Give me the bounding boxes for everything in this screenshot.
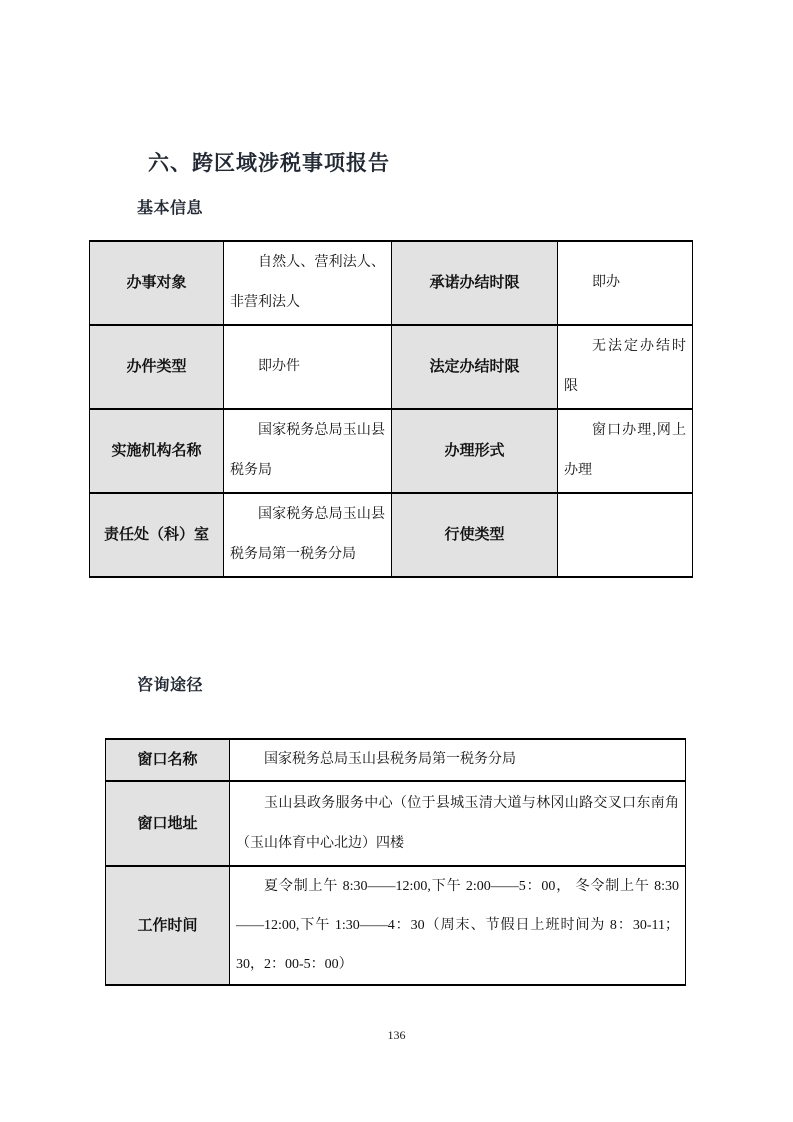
field-value-text: 即办 <box>592 275 620 290</box>
table-row <box>106 866 686 985</box>
field-label: 窗口名称 <box>106 739 230 781</box>
field-value <box>224 325 392 409</box>
field-value <box>558 325 693 409</box>
page-number: 136 <box>387 1028 406 1042</box>
field-label: 窗口地址 <box>106 781 230 866</box>
field-value-text: 国家税务总局玉山县税务局 <box>230 423 385 478</box>
field-label: 责任处（科）室 <box>90 493 224 577</box>
field-value-text: 国家税务总局玉山县税务局第一税务分局 <box>230 507 385 562</box>
consult-channels-table <box>105 738 686 986</box>
field-label: 承诺办结时限 <box>392 241 558 325</box>
field-value-text: 自然人、营利法人、非营利法人 <box>230 255 385 310</box>
table-row <box>90 241 693 325</box>
table-row <box>106 739 686 781</box>
field-value <box>230 866 686 985</box>
field-value-text: 无法定办结时限 <box>564 339 686 394</box>
field-label: 办件类型 <box>90 325 224 409</box>
field-value-text: 玉山县政务服务中心（位于县城玉清大道与林冈山路交叉口东南角（玉山体育中心北边）四楼 <box>236 795 679 851</box>
field-value <box>558 241 693 325</box>
field-value <box>224 241 392 325</box>
field-label: 办理形式 <box>392 409 558 493</box>
field-label: 办事对象 <box>90 241 224 325</box>
field-label: 行使类型 <box>392 493 558 577</box>
section-title: 六、跨区域涉税事项报告 <box>148 152 390 175</box>
table-row <box>90 493 693 577</box>
field-value <box>224 409 392 493</box>
table-row <box>106 781 686 866</box>
field-label: 工作时间 <box>106 866 230 985</box>
field-value-text: 夏令制上午 8:30——12:00,下午 2:00——5：00， 冬令制上午 8:30——12:00,下午 1:30——4：30（周末、节假日上班时间为 8：30-11；30，2：00-5：00） <box>236 879 679 972</box>
field-value <box>224 493 392 577</box>
field-value-text: 窗口办理,网上办理 <box>564 423 686 478</box>
table-row <box>90 325 693 409</box>
field-label: 法定办结时限 <box>392 325 558 409</box>
field-value <box>230 739 686 781</box>
consult-channels-heading: 咨询途径 <box>137 677 204 694</box>
table-row <box>90 409 693 493</box>
field-label: 实施机构名称 <box>90 409 224 493</box>
field-value <box>558 409 693 493</box>
field-value-text: 国家税务总局玉山县税务局第一税务分局 <box>264 752 516 767</box>
basic-info-heading: 基本信息 <box>137 200 204 217</box>
field-value-text: 即办件 <box>258 359 300 374</box>
field-value <box>558 493 693 577</box>
basic-info-table <box>89 240 693 578</box>
field-value <box>230 781 686 866</box>
